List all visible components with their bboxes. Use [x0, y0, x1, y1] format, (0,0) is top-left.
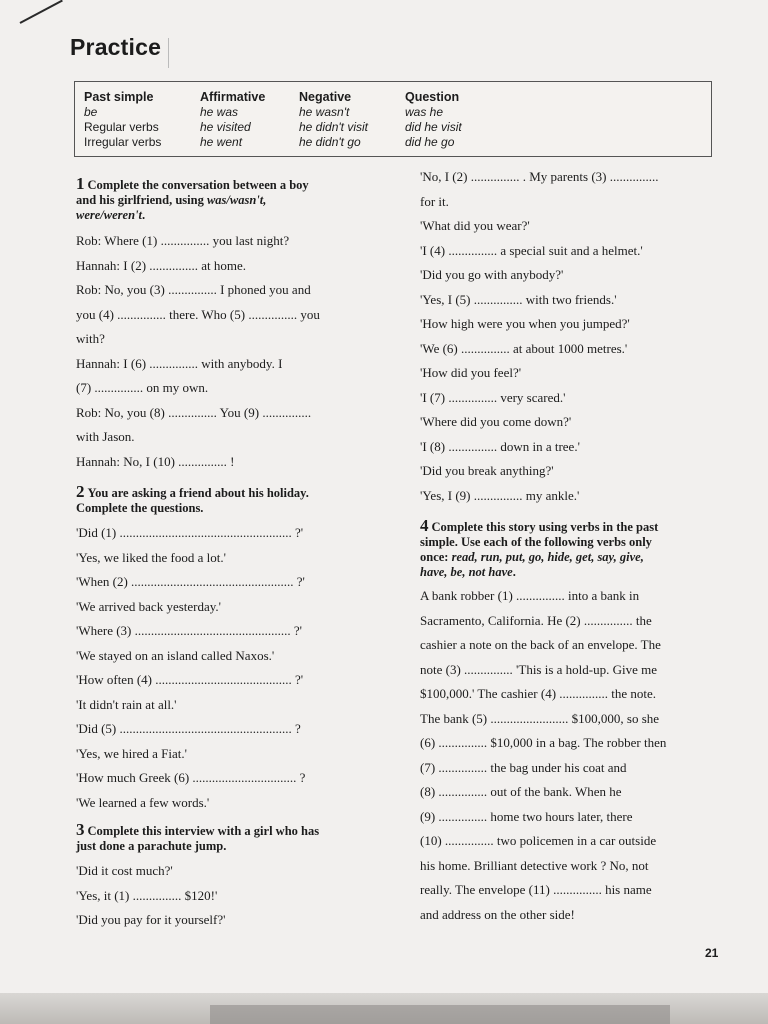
exercise-2-instruction: 2 You are asking a friend about his holiday. Complete the questions.	[76, 482, 309, 515]
dialogue-line: 'Where (3) ................................................ ?'	[76, 623, 303, 638]
story-line: his home. Brilliant detective work ? No, not	[420, 857, 649, 873]
story-line: and address on the other side!	[420, 906, 575, 922]
ref-row-label: Irregular verbs	[84, 135, 162, 149]
ref-cell: he went	[200, 135, 243, 149]
exercise-4-instruction: 4 Complete this story using verbs in the past simple. Use each of the following verbs only once: read, run, put, go, hide, get, say, give, have, be, not have.	[420, 516, 659, 579]
dialogue-line: 'When (2) .................................................. ?'	[76, 574, 305, 589]
dialogue-line: with?	[76, 331, 105, 346]
ref-col-question	[405, 90, 462, 150]
ref-cell: he wasn't	[299, 105, 350, 119]
ref-cell: he visited	[200, 120, 251, 134]
dialogue-line: 'Did it cost much?'	[76, 863, 173, 878]
dialogue-line: Hannah: I (6) ............... with anybody. I	[76, 355, 283, 371]
dialogue-line: 'Yes, I (5) ............... with two friends.'	[420, 291, 617, 307]
ref-cell: did he visit	[405, 120, 462, 134]
dialogue-line: 'Yes, it (1) ............... $120!'	[76, 887, 218, 903]
story-line: note (3) ............... 'This is a hold-up. Give me	[420, 661, 658, 677]
dialogue-line: Rob: No, you (3) ............... I phoned you and	[76, 282, 311, 297]
story-line: Sacramento, California. He (2) ............... the	[420, 612, 652, 628]
ref-col-affirmative	[200, 90, 265, 150]
dialogue-line: Rob: Where (1) ............... you last night?	[76, 233, 290, 248]
ref-cell: he didn't visit	[299, 120, 368, 134]
exercise-3	[76, 822, 376, 933]
ref-header-question: Question	[405, 90, 460, 104]
dialogue-line: 'How high were you when you jumped?'	[420, 316, 630, 331]
story-line: The bank (5) ........................ $100,000, so she	[420, 710, 660, 726]
dialogue-line: 'We arrived back yesterday.'	[76, 598, 221, 614]
pen-mark	[20, 0, 63, 24]
story-line: A bank robber (1) ............... into a bank in	[420, 588, 640, 603]
dialogue-line: 'Did you pay for it yourself?'	[76, 912, 226, 927]
ref-cell: did he go	[405, 135, 455, 149]
dialogue-line: 'We (6) ............... at about 1000 metres.'	[420, 340, 628, 356]
dialogue-line: (7) ............... on my own.	[76, 380, 209, 395]
ref-cell: was he	[405, 105, 444, 119]
exercise-4	[420, 518, 720, 927]
story-line: (10) ............... two policemen in a car outside	[420, 833, 657, 848]
dialogue-line: Hannah: No, I (10) ............... !	[76, 453, 235, 469]
story-line: $100,000.' The cashier (4) ............... the note.	[420, 686, 657, 701]
dialogue-line: 'How often (4) .......................................... ?'	[76, 672, 304, 687]
page-number: 21	[705, 946, 719, 960]
dialogue-line: 'Did (1) ..................................................... ?'	[76, 525, 304, 540]
title-divider	[168, 38, 169, 68]
exercise-3-continued	[420, 165, 720, 508]
dialogue-line: 'Yes, we hired a Fiat.'	[76, 745, 187, 761]
dialogue-line: 'Did (5) ..................................................... ?	[76, 721, 301, 736]
story-line: (6) ............... $10,000 in a bag. The robber then	[420, 735, 667, 750]
dialogue-line: 'How much Greek (6) ................................ ?	[76, 770, 306, 785]
exercise-2	[76, 484, 376, 815]
story-line: (8) ............... out of the bank. When he	[420, 784, 622, 799]
exercise-1-instruction: 1 Complete the conversation between a boy and his girlfriend, using was/wasn't, were/weren't.	[76, 174, 309, 222]
dialogue-line: you (4) ............... there. Who (5) ............... you	[76, 306, 320, 322]
ref-header-negative: Negative	[299, 90, 352, 104]
exercise-3-instruction: 3 Complete this interview with a girl who has just done a parachute jump.	[76, 820, 320, 853]
ref-row-label: Regular verbs	[84, 120, 159, 134]
story-line: cashier a note on the back of an envelope. The	[420, 637, 661, 652]
ref-cell: he didn't go	[299, 135, 361, 149]
ref-col-negative	[299, 90, 368, 150]
dialogue-line: 'Where did you come down?'	[420, 414, 572, 429]
dialogue-line: 'Yes, we liked the food a lot.'	[76, 549, 226, 565]
page-title: Practice	[70, 34, 162, 60]
exercise-number: 4	[420, 516, 429, 535]
dialogue-line: 'We stayed on an island called Naxos.'	[76, 647, 275, 663]
past-simple-reference-table	[74, 81, 712, 157]
exercise-number: 2	[76, 482, 85, 501]
dialogue-line: 'No, I (2) ............... . My parents (3) ...............	[420, 169, 659, 184]
ref-col-labels	[84, 90, 161, 150]
dialogue-line: for it.	[420, 193, 449, 209]
dialogue-line: 'I (7) ............... very scared.'	[420, 389, 566, 405]
dialogue-line: 'We learned a few words.'	[76, 794, 210, 810]
dialogue-line: with Jason.	[76, 429, 135, 444]
dialogue-line: 'It didn't rain at all.'	[76, 696, 177, 712]
exercise-number: 3	[76, 820, 85, 839]
dialogue-line: Hannah: I (2) ............... at home.	[76, 257, 247, 273]
dialogue-line: 'What did you wear?'	[420, 218, 530, 233]
scan-shadow	[210, 1005, 670, 1024]
dialogue-line: 'How did you feel?'	[420, 365, 522, 380]
dialogue-line: 'Yes, I (9) ............... my ankle.'	[420, 487, 580, 503]
story-line: really. The envelope (11) ............... his name	[420, 882, 652, 897]
dialogue-line: 'I (8) ............... down in a tree.'	[420, 438, 580, 454]
dialogue-line: 'Did you go with anybody?'	[420, 267, 564, 282]
dialogue-line: 'I (4) ............... a special suit and a helmet.'	[420, 242, 643, 258]
ref-row-label: be	[84, 105, 98, 119]
ref-header-past-simple: Past simple	[84, 90, 154, 104]
story-line: (9) ............... home two hours later, there	[420, 808, 633, 824]
dialogue-line: 'Did you break anything?'	[420, 463, 554, 478]
exercise-1	[76, 176, 376, 474]
ref-header-affirmative: Affirmative	[200, 90, 266, 104]
dialogue-line: Rob: No, you (8) ............... You (9) ...............	[76, 404, 312, 420]
story-line: (7) ............... the bag under his coat and	[420, 759, 627, 775]
exercise-number: 1	[76, 174, 85, 193]
ref-cell: he was	[200, 105, 239, 119]
